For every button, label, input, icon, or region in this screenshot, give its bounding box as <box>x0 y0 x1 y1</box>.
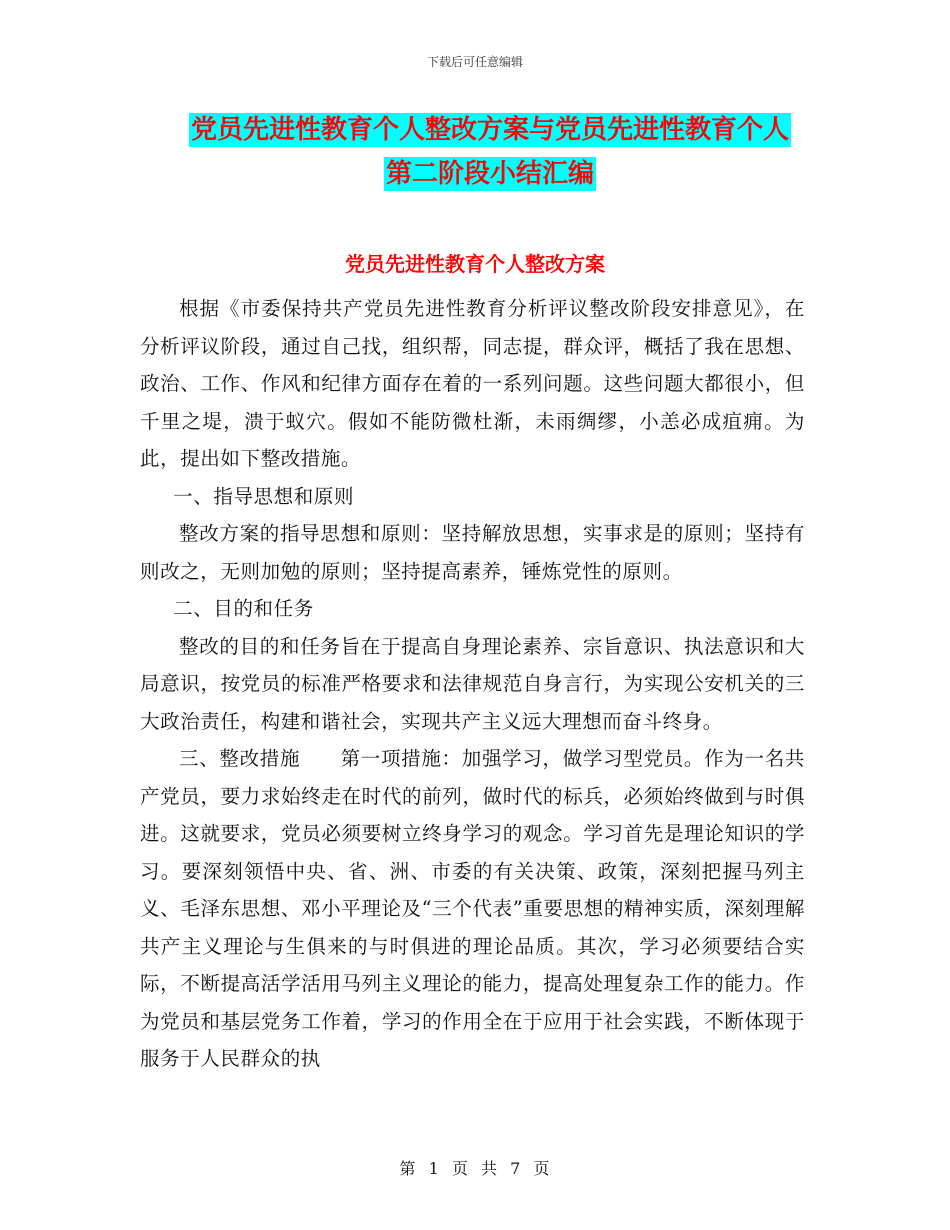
section-title: 党员先进性教育个人整改方案 <box>345 252 605 276</box>
document-title-line-2: 第二阶段小结汇编 <box>385 159 594 189</box>
heading-goals-tasks: 二、目的和任务 <box>173 597 314 620</box>
footer-total-prefix: 共 <box>481 1159 499 1178</box>
paragraph-guiding-principles: 整改方案的指导思想和原则：坚持解放思想，实事求是的原则；坚持有则改之，无则加勉的原则；坚持提高素养，锤炼党性的原则。 <box>140 522 805 583</box>
body-text <box>140 290 805 1078</box>
footer-page-label: 页 <box>451 1159 469 1178</box>
paragraph-intro: 根据《市委保持共产党员先进性教育分析评议整改阶段安排意见》，在分析评议阶段，通过自己找，组织帮，同志提，群众评，概括了我在思想、政治、工作、作风和纪律方面存在着的一系列问题。这些问题大都很小，但千里之堤，溃于蚁穴。假如不能防微杜渐，未雨绸缪，小恙必成疽痈。为此，提出如下整改措施。 <box>140 297 805 470</box>
paragraph-measures: 三、整改措施 第一项措施：加强学习，做学习型党员。作为一名共产党员，要力求始终走在时代的前列，做时代的标兵，必须始终做到与时俱进。这就要求，党员必须要树立终身学习的观念。学习首先是理论知识的学习。要深刻领悟中央、省、洲、市委的有关决策、政策，深刻把握马列主义、毛泽东思想、邓小平理论及“三个代表”重要思想的精神实质，深刻理解共产主义理论与生俱来的与时俱进的理论品质。其次，学习必须要结合实际，不断提高活学活用马列主义理论的能力，提高处理复杂工作的能力。作为党员和基层党务工作着，学习的作用全在于应用于社会实践，不断体现于服务于人民群众的执 <box>140 747 805 1070</box>
footer-page-number: 1 <box>428 1159 440 1178</box>
footer-suffix: 页 <box>533 1159 551 1178</box>
footer-prefix: 第 <box>399 1159 417 1178</box>
document-title-line-1: 党员先进性教育个人整改方案与党员先进性教育个人 <box>190 115 789 145</box>
footer-total-pages: 7 <box>510 1159 522 1178</box>
document-title <box>140 108 840 196</box>
heading-guiding-principles: 一、指导思想和原则 <box>173 484 355 508</box>
paragraph-goals-tasks: 整改的目的和任务旨在于提高自身理论素养、宗旨意识、执法意识和大局意识，按党员的标准严格要求和法律规范自身言行，为实现公安机关的三大政治责任，构建和谐社会，实现共产主义远大理想而奋斗终身。 <box>140 634 805 733</box>
page-footer <box>0 1156 950 1179</box>
header-note: 下载后可任意编辑 <box>426 55 523 69</box>
